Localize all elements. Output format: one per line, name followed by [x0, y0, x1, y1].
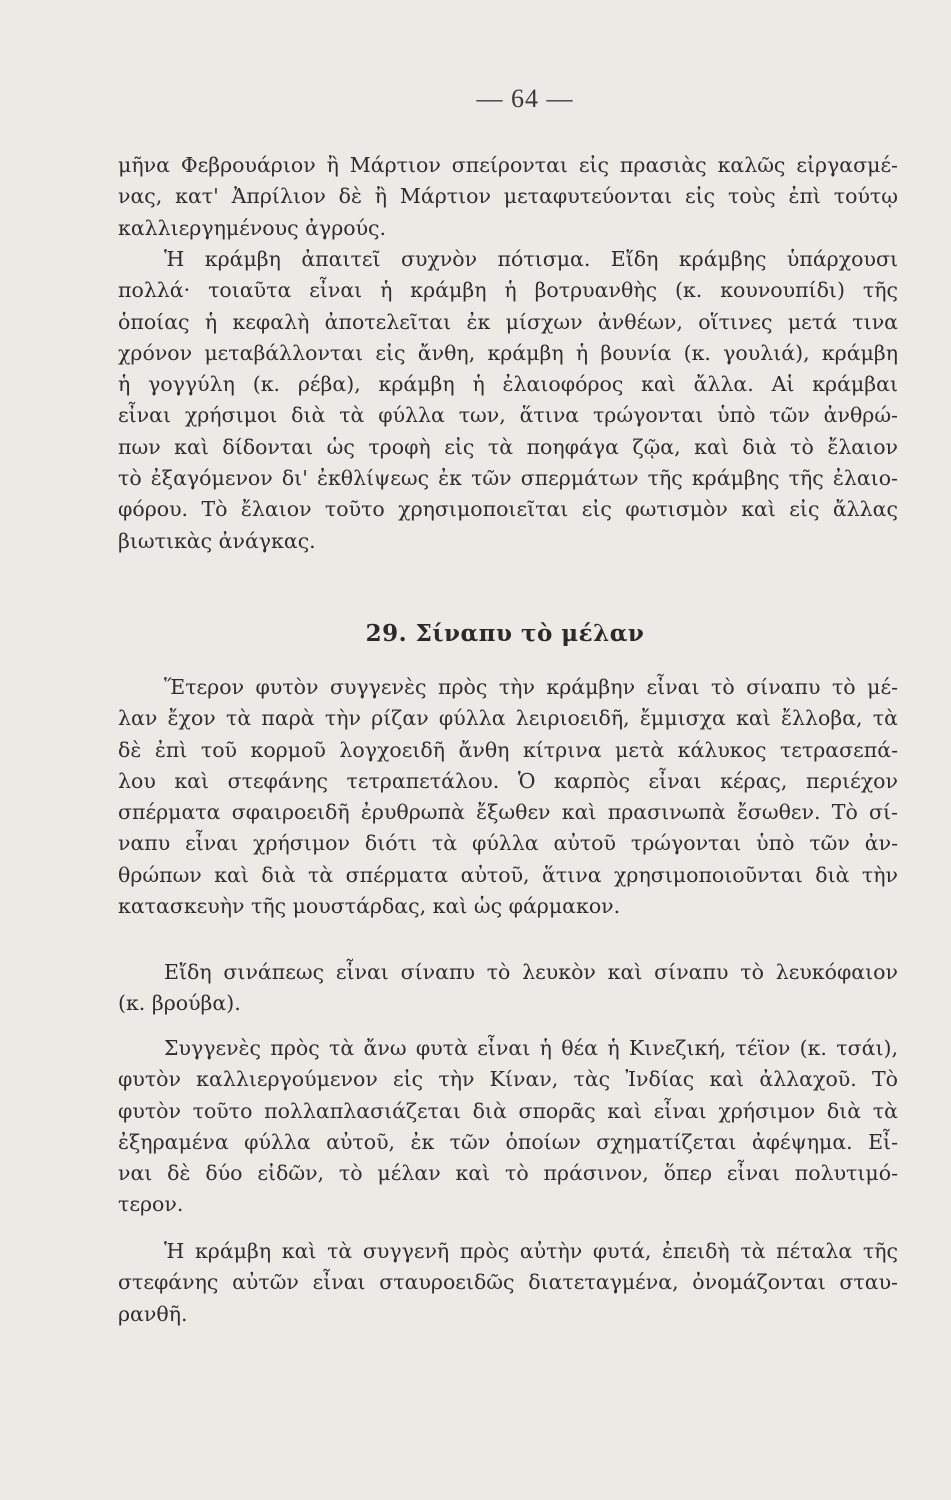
paragraph-continuation — [118, 150, 898, 244]
text-line: φυτὸν τοῦτο πολλαπλασιάζεται διὰ σπορᾶς καὶ εἶναι χρήσιμον διὰ τὰ — [118, 1098, 898, 1123]
text-line: στεφάνης αὐτῶν εἶναι σταυροειδῶς διατεταγμένα, ὀνομάζονται σταυ- — [118, 1270, 898, 1295]
text-line: εἶναι χρήσιμοι διὰ τὰ φύλλα των, ἅτινα τρώγονται ὑπὸ τῶν ἀνθρώ- — [118, 403, 898, 428]
text-line: ναπυ εἶναι χρήσιμον διότι τὰ φύλλα αὐτοῦ τρώγονται ὑπὸ τῶν ἀν- — [118, 831, 898, 856]
text-line: Εἴδη σινάπεως εἶναι σίναπυ τὸ λευκὸν καὶ σίναπυ τὸ λευκόφαιον — [164, 960, 898, 984]
text-line: λαν ἔχον τὰ παρὰ τὴν ρίζαν φύλλα λειριοειδῆ, ἔμμισχα καὶ ἔλλοβα, τὰ — [118, 706, 898, 731]
text-line: δὲ ἐπὶ τοῦ κορμοῦ λογχοειδῆ ἄνθη κίτρινα μετὰ κάλυκος τετρασεπά- — [118, 737, 898, 762]
text-line: Ἕτερον φυτὸν συγγενὲς πρὸς τὴν κράμβην εἶναι τὸ σίναπυ τὸ μέ- — [164, 675, 898, 699]
text-line: λου καὶ στεφάνης τετραπετάλου. Ὁ καρπὸς εἶναι κέρας, περιέχον — [118, 768, 898, 793]
text-line: Συγγενὲς πρὸς τὰ ἄνω φυτὰ εἶναι ἡ θέα ἡ Κινεζική, τέϊον (κ. τσάι), — [164, 1036, 898, 1060]
text-line: σπέρματα σφαιροειδῆ ἐρυθρωπὰ ἔξωθεν καὶ πρασινωπὰ ἔσωθεν. Τὸ σί- — [118, 800, 898, 825]
text-line: θρώπων καὶ διὰ τὰ σπέρματα αὐτοῦ, ἅτινα χρησιμοποιοῦνται διὰ τὴν — [118, 862, 898, 887]
text-line: βιωτικὰς ἀνάγκας. — [118, 528, 316, 553]
paragraph-black-mustard — [118, 672, 898, 922]
text-line: μῆνα Φεβρουάριον ἢ Μάρτιον σπείρονται εἰς πρασιὰς καλῶς εἰργασμέ- — [118, 153, 898, 177]
paragraph-mustard-types — [118, 957, 898, 1020]
page-number: — 64 — — [476, 84, 574, 113]
text-line: ναι δὲ δύο εἰδῶν, τὸ μέλαν καὶ τὸ πράσινον, ὅπερ εἶναι πολυτιμό- — [118, 1161, 898, 1186]
text-line: νας, κατ' Ἀπρίλιον δὲ ἢ Μάρτιον μεταφυτεύονται εἰς τοὺς ἐπὶ τούτῳ — [118, 184, 898, 209]
text-line: πων καὶ δίδονται ὡς τροφὴ εἰς τὰ ποηφάγα ζῷα, καὶ διὰ τὸ ἔλαιον — [118, 434, 898, 459]
paragraph-tea — [118, 1033, 898, 1221]
text-line: φόρου. Τὸ ἔλαιον τοῦτο χρησιμοποιεῖται εἰς φωτισμὸν καὶ εἰς ἄλλας — [118, 497, 898, 522]
text-line: ρανθῆ. — [118, 1301, 188, 1326]
text-line: τὸ ἐξαγόμενον δι' ἐκθλίψεως ἐκ τῶν σπερμάτων τῆς κράμβης τῆς ἐλαιο- — [118, 466, 898, 491]
text-line: ὁποίας ἡ κεφαλὴ ἀποτελεῖται ἐκ μίσχων ἀνθέων, οἵτινες μετά τινα — [118, 309, 898, 334]
paragraph-cabbage-types — [118, 244, 898, 557]
text-line: Ἡ κράμβη ἀπαιτεῖ συχνὸν πότισμα. Εἴδη κράμβης ὑπάρχουσι — [164, 247, 898, 271]
text-line: φυτὸν καλλιεργούμενον εἰς τὴν Κίναν, τὰς Ἰνδίας καὶ ἀλλαχοῦ. Τὸ — [118, 1067, 898, 1092]
text-line: Ἡ κράμβη καὶ τὰ συγγενῆ πρὸς αὐτὴν φυτά, ἐπειδὴ τὰ πέταλα τῆς — [164, 1239, 898, 1263]
text-line: πολλά· τοιαῦτα εἶναι ἡ κράμβη ἡ βοτρυανθὴς (κ. κουνουπίδι) τῆς — [118, 278, 898, 303]
paragraph-cruciferae — [118, 1236, 898, 1330]
text-line: καλλιεργημένους ἀγρούς. — [118, 215, 387, 240]
section-title: 29. Σίναπυ τὸ μέλαν — [365, 620, 645, 647]
text-line: ἐξηραμένα φύλλα αὐτοῦ, ἐκ τῶν ὁποίων σχηματίζεται ἀφέψημα. Εἶ- — [118, 1129, 898, 1154]
text-line: ἡ γογγύλη (κ. ρέβα), κράμβη ἡ ἐλαιοφόρος καὶ ἄλλα. Αἱ κράμβαι — [118, 372, 898, 397]
text-line: κατασκευὴν τῆς μουστάρδας, καὶ ὡς φάρμακον. — [118, 894, 621, 919]
text-line: χρόνον μεταβάλλονται εἰς ἄνθη, κράμβη ἡ βουνία (κ. γουλιά), κράμβη — [118, 340, 898, 365]
text-line: τερον. — [118, 1192, 184, 1217]
text-line: (κ. βρούβα). — [118, 991, 241, 1016]
